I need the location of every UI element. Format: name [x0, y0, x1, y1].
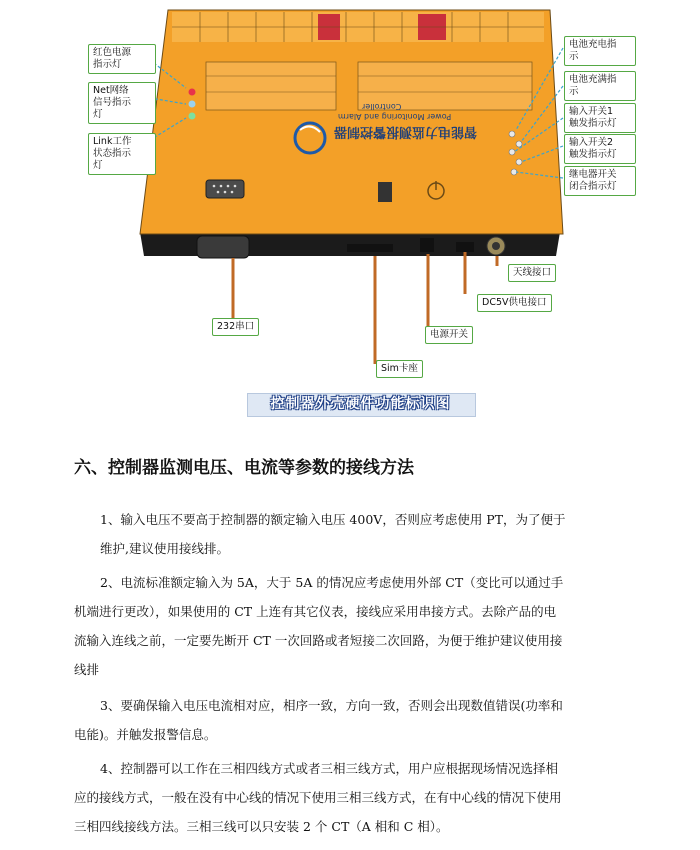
callout-serial: 232串口	[212, 318, 259, 336]
device-title-cn: 智能电力监测报警控制器	[334, 124, 478, 139]
callout-power-switch: 电源开关	[425, 326, 473, 344]
callout-net-led: Net网络 信号指示 灯	[88, 82, 156, 124]
paragraph-2	[74, 568, 634, 684]
paragraph-line: 2、电流标准额定输入为 5A，大于 5A 的情况应考虑使用外部 CT（变比可以通过手	[100, 575, 564, 590]
paragraph-1	[74, 505, 634, 563]
paragraph-line: 机端进行更改），如果使用的 CT 上连有其它仪表，接线应采用串接方式。去除产品的电	[74, 604, 557, 619]
paragraph-line: 三相四线接线方法。三相三线可以只安装 2 个 CT（A 相和 C 相）。	[74, 819, 449, 834]
callout-relay: 继电器开关 闭合指示灯	[564, 166, 636, 196]
paragraph-line: 3、要确保输入电压电流相对应，相序一致，方向一致，否则会出现数值错误(功率和	[100, 698, 563, 713]
callout-input-switch-1: 输入开关1 触发指示灯	[564, 103, 636, 133]
paragraph-line: 应的接线方式，一般在没有中心线的情况下使用三相三线方式，在有中心线的情况下使用	[74, 790, 562, 805]
callout-power-led: 红色电源 指示灯	[88, 44, 156, 74]
section-heading: 六、控制器监测电压、电流等参数的接线方法	[74, 458, 414, 478]
paragraph-line: 4、控制器可以工作在三相四线方式或者三相三线方式，用户应根据现场情况选择相	[100, 761, 558, 776]
callout-battery-full: 电池充满指 示	[564, 71, 636, 101]
paragraph-line: 电能)。并触发报警信息。	[74, 727, 217, 742]
callout-link-led: Link工作 状态指示 灯	[88, 133, 156, 175]
paragraph-line: 维护,建议使用接线排。	[100, 541, 229, 556]
callout-antenna: 天线接口	[508, 264, 556, 282]
device-figure	[0, 0, 700, 418]
device-title-en-2: Controller	[362, 102, 402, 111]
callout-battery-charging: 电池充电指 示	[564, 36, 636, 66]
paragraph-3	[74, 691, 634, 749]
callout-dc5v: DC5V供电接口	[477, 294, 552, 312]
device-title-en-1: Power Monitoring and Alarm	[338, 112, 452, 121]
callout-sim: Sim卡座	[376, 360, 423, 378]
paragraph-line: 1、输入电压不要高于控制器的额定输入电压 400V，否则应考虑使用 PT，为了便于	[100, 512, 566, 527]
callout-input-switch-2: 输入开关2 触发指示灯	[564, 134, 636, 164]
paragraph-line: 流输入连线之前，一定要先断开 CT 一次回路或者短接二次回路，为便于维护建议使用接	[74, 633, 563, 648]
figure-caption: 控制器外壳硬件功能标识图	[270, 396, 451, 412]
paragraph-4	[74, 754, 634, 841]
paragraph-line: 线排	[74, 662, 100, 677]
